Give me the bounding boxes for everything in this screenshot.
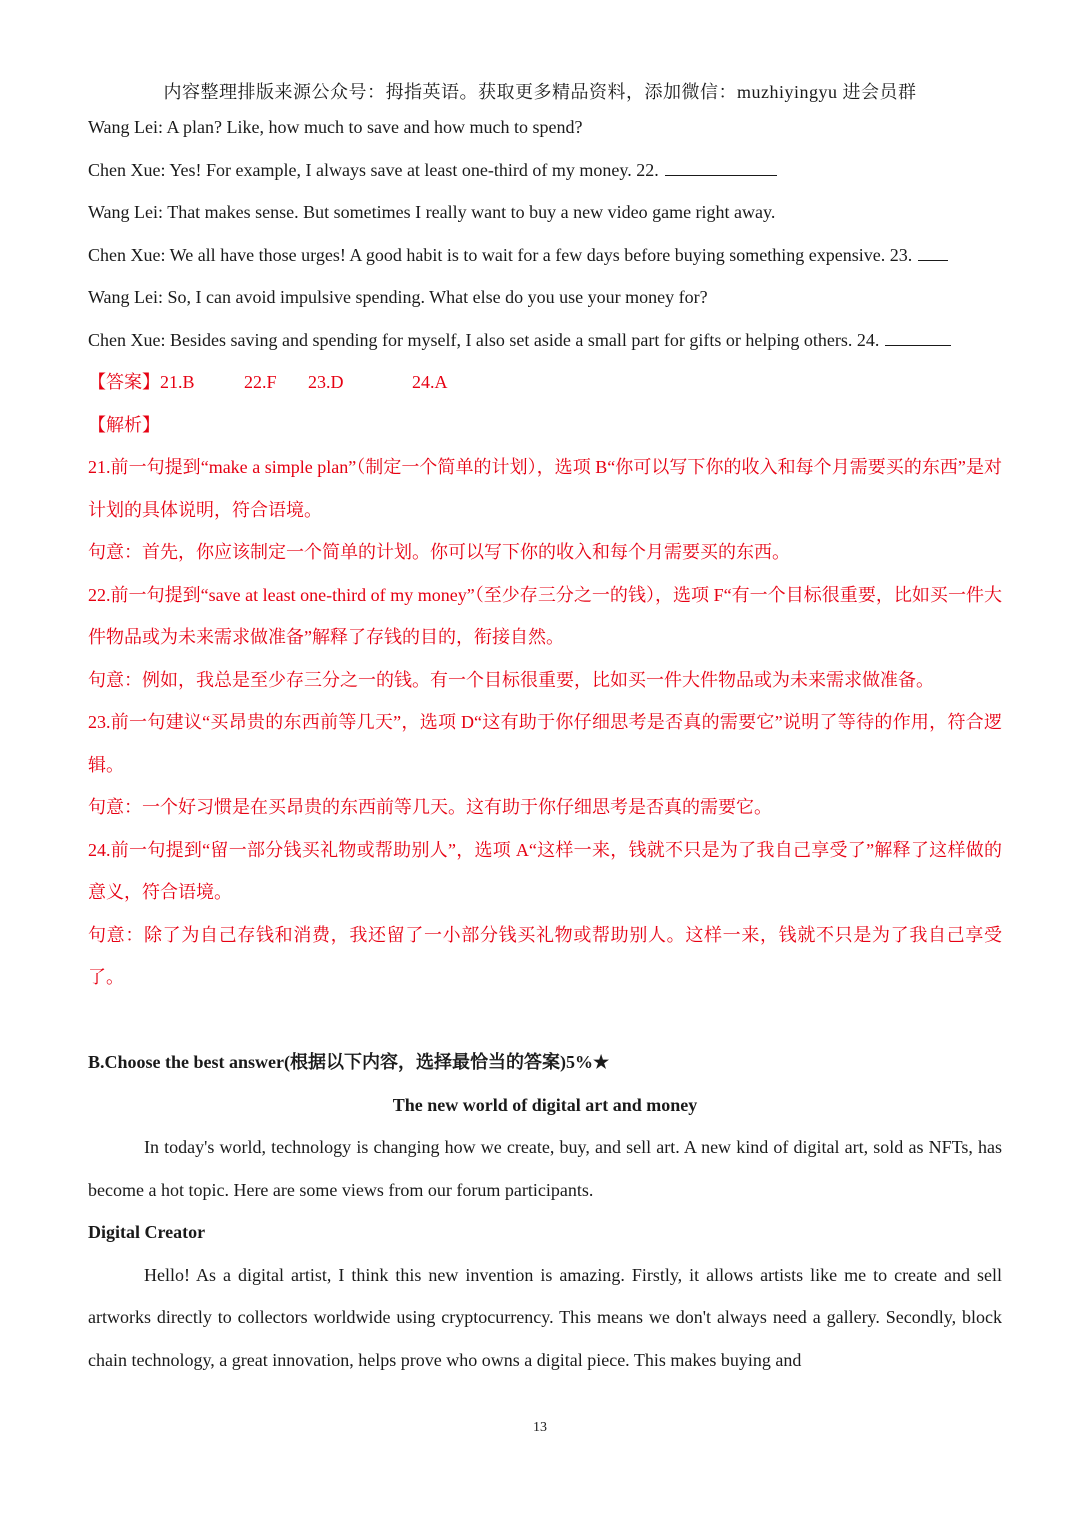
- analysis-label: 【解析】: [88, 414, 160, 435]
- dialogue-text: Wang Lei: That makes sense. But sometimes I really want to buy a new video game right away.: [88, 202, 776, 222]
- passage-intro: In today's world, technology is changing how we create, buy, and sell art. A new kind of digital art, sold as NFTs, has become a hot topic. Here are some views from our forum participants.: [88, 1137, 1002, 1200]
- analysis-21: 21.前一句提到“make a simple plan”（制定一个简单的计划），选项 B“你可以写下你的收入和每个月需要买的东西”是对计划的具体说明，符合语境。: [88, 457, 1002, 520]
- page-header: 内容整理排版来源公众号：拇指英语。获取更多精品资料，添加微信：muzhiyingyu 进会员群: [163, 82, 917, 102]
- answer-label: 【答案】: [88, 372, 160, 392]
- dialogue-line-6: [88, 319, 1002, 362]
- analysis-23: 23.前一句建议“买昂贵的东西前等几天”，选项 D“这有助于你仔细思考是否真的需要它”说明了等待的作用，符合逻辑。: [88, 712, 1002, 775]
- dialogue-text: Wang Lei: So, I can avoid impulsive spending. What else do you use your money for?: [88, 287, 708, 307]
- section-spacer: [88, 999, 1002, 1042]
- answer-item: 24.A: [412, 372, 448, 392]
- analysis-21-meaning: 句意：首先，你应该制定一个简单的计划。你可以写下你的收入和每个月需要买的东西。: [88, 542, 790, 562]
- page-content: [88, 106, 1002, 1381]
- answer-blank-23: [918, 242, 948, 261]
- answer-item: 23.D: [308, 372, 344, 392]
- answer-item: 21.B: [160, 372, 195, 392]
- analysis-23-meaning: 句意：一个好习惯是在买昂贵的东西前等几天。这有助于你仔细思考是否真的需要它。: [88, 797, 772, 817]
- answer-item: 22.F: [244, 372, 277, 392]
- dialogue-text: Chen Xue: Besides saving and spending for myself, I also set aside a small part for gifts or helping others. 24.: [88, 329, 880, 350]
- analysis-24-meaning: 句意：除了为自己存钱和消费，我还留了一小部分钱买礼物或帮助别人。这样一来，钱就不只是为了我自己享受了。: [88, 924, 1002, 987]
- page-number: 13: [533, 1420, 547, 1435]
- dialogue-text: Chen Xue: We all have those urges! A good habit is to wait for a few days before buying something expensive. 23.: [88, 244, 913, 265]
- answer-line: [88, 361, 1002, 404]
- dialogue-line-4: [88, 234, 1002, 277]
- dialogue-text: Wang Lei: A plan? Like, how much to save and how much to spend?: [88, 117, 583, 137]
- passage-paragraph: Hello! As a digital artist, I think this new invention is amazing. Firstly, it allows artists like me to create and sell artworks directly to collectors worldwide using cryptocurrency. This means we don't always need a gallery. Secondly, block chain technology, a great innovation, helps prove who owns a digital piece. This makes buying and: [88, 1264, 1002, 1370]
- dialogue-line-3: [88, 191, 1002, 234]
- dialogue-line-5: [88, 276, 1002, 319]
- passage-title: The new world of digital art and money: [392, 1094, 698, 1115]
- answer-blank-22: [665, 157, 777, 176]
- section-b-heading: B.Choose the best answer(根据以下内容，选择最恰当的答案)5%★: [88, 1052, 610, 1072]
- analysis-22-meaning: 句意：例如，我总是至少存三分之一的钱。有一个目标很重要，比如买一件大件物品或为未来需求做准备。: [88, 669, 934, 690]
- dialogue-line-1: [88, 106, 1002, 149]
- analysis-22: 22.前一句提到“save at least one-third of my money”（至少存三分之一的钱），选项 F“有一个目标很重要，比如买一件大件物品或为未来需求做准备”解释了存钱的目的，衔接自然。: [88, 584, 1002, 647]
- dialogue-text: Chen Xue: Yes! For example, I always save at least one-third of my money. 22.: [88, 159, 659, 180]
- answer-blank-24: [885, 327, 951, 346]
- dialogue-line-2: [88, 149, 1002, 192]
- speaker-label: Digital Creator: [88, 1222, 206, 1242]
- analysis-24: 24.前一句提到“留一部分钱买礼物或帮助别人”，选项 A“这样一来，钱就不只是为了我自己享受了”解释了这样做的意义，符合语境。: [88, 839, 1002, 902]
